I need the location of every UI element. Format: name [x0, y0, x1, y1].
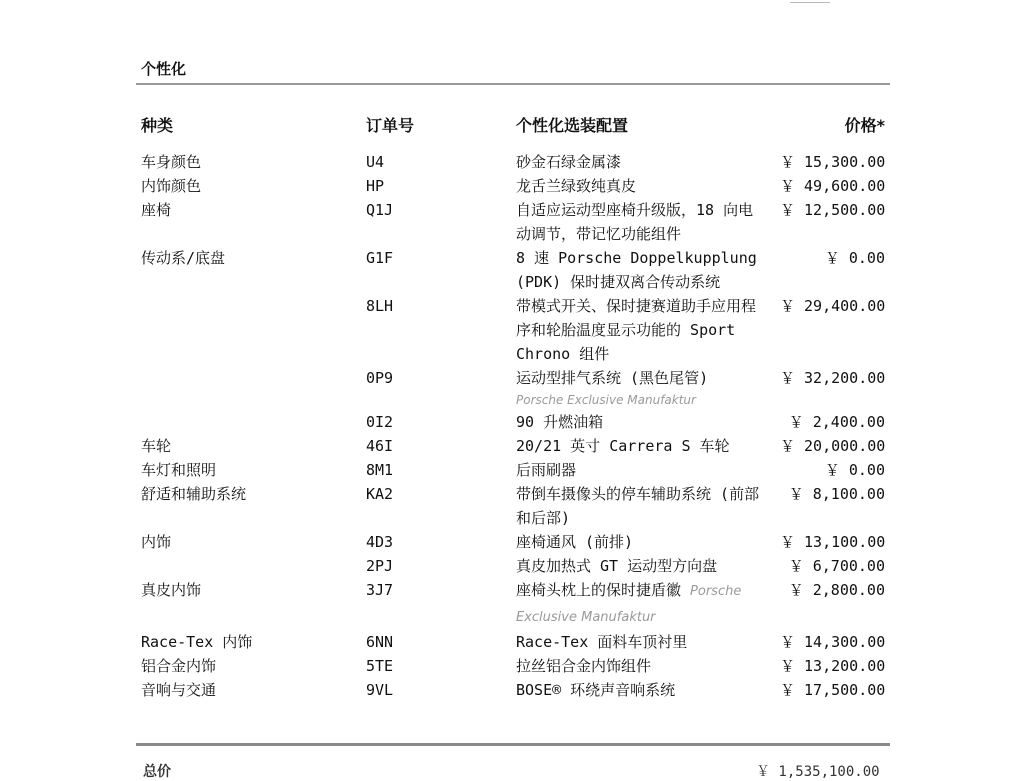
row-description-text: 8 速 Porsche Doppelkupplung (PDK) 保时捷双离合传动系统 — [516, 249, 757, 291]
total-value: ￥ 1,535,100.00 — [756, 764, 880, 780]
row-price: ￥ 32,200.00 — [780, 369, 886, 387]
row-price: ￥ 15,300.00 — [780, 153, 886, 171]
row-description — [516, 530, 768, 554]
row-category: 真皮内饰 — [141, 581, 202, 599]
row-description — [516, 150, 768, 174]
row-order-code: 9VL — [366, 681, 394, 699]
row-price: ￥ 2,400.00 — [788, 413, 885, 431]
previous-page-edge — [790, 0, 830, 3]
row-description — [516, 294, 768, 366]
row-description-text: 砂金石绿金属漆 — [516, 153, 622, 171]
row-price: ￥ 49,600.00 — [780, 177, 886, 195]
row-order-code: G1F — [366, 249, 394, 267]
table-row — [0, 482, 1024, 530]
header-category: 种类 — [141, 116, 174, 135]
row-order-code: 4D3 — [366, 533, 394, 551]
row-description — [516, 482, 768, 530]
table-row — [0, 150, 1024, 174]
table-row — [0, 174, 1024, 198]
row-order-code: 8M1 — [366, 461, 394, 479]
table-row — [0, 678, 1024, 702]
row-description — [516, 678, 768, 702]
row-category: 内饰 — [141, 533, 172, 551]
row-category: Race-Tex 内饰 — [141, 633, 253, 651]
row-price: ￥ 0.00 — [824, 461, 885, 479]
row-category: 车灯和照明 — [141, 461, 217, 479]
row-price: ￥ 29,400.00 — [780, 297, 886, 315]
row-description — [516, 458, 768, 482]
section-divider — [136, 83, 890, 85]
table-row — [0, 554, 1024, 578]
table-row — [0, 366, 1024, 410]
row-description — [516, 434, 768, 458]
table-row — [0, 654, 1024, 678]
row-description — [516, 246, 768, 294]
exclusive-manufaktur-note: Porsche Exclusive Manufaktur — [516, 393, 696, 407]
row-category: 座椅 — [141, 201, 172, 219]
row-description-text: 座椅头枕上的保时捷盾徽 — [516, 581, 682, 599]
row-description-text: 真皮加热式 GT 运动型方向盘 — [516, 557, 718, 575]
row-price: ￥ 6,700.00 — [788, 557, 885, 575]
row-order-code: 2PJ — [366, 557, 394, 575]
table-row — [0, 458, 1024, 482]
row-price: ￥ 12,500.00 — [780, 201, 886, 219]
row-order-code: 0P9 — [366, 369, 394, 387]
options-table — [0, 150, 1024, 702]
row-description-text: 带模式开关、保时捷赛道助手应用程序和轮胎温度显示功能的 Sport Chrono 组件 — [516, 297, 757, 363]
row-description — [516, 630, 768, 654]
row-description-text: 带倒车摄像头的停车辅助系统 (前部和后部) — [516, 485, 760, 527]
row-description-text: BOSE® 环绕声音响系统 — [516, 681, 676, 699]
table-row — [0, 434, 1024, 458]
row-category: 舒适和辅助系统 — [141, 485, 247, 503]
row-description — [516, 578, 768, 630]
row-category: 铝合金内饰 — [141, 657, 217, 675]
row-price: ￥ 8,100.00 — [788, 485, 885, 503]
row-order-code: U4 — [366, 153, 385, 171]
row-description-text: 20/21 英寸 Carrera S 车轮 — [516, 437, 730, 455]
row-description-text: 拉丝铝合金内饰组件 — [516, 657, 652, 675]
row-order-code: 8LH — [366, 297, 394, 315]
row-price: ￥ 14,300.00 — [780, 633, 886, 651]
row-order-code: HP — [366, 177, 385, 195]
row-description — [516, 174, 768, 198]
row-description-text: 运动型排气系统 (黑色尾管) — [516, 369, 709, 387]
row-description-text: 座椅通风 (前排) — [516, 533, 634, 551]
row-category: 音响与交通 — [141, 681, 217, 699]
table-header — [0, 113, 1024, 137]
row-price: ￥ 0.00 — [824, 249, 885, 267]
row-order-code: 5TE — [366, 657, 394, 675]
row-description-text: Race-Tex 面料车顶衬里 — [516, 633, 688, 651]
row-description-text: 后雨刷器 — [516, 461, 577, 479]
table-row — [0, 294, 1024, 366]
table-row — [0, 246, 1024, 294]
row-description-text: 90 升燃油箱 — [516, 413, 604, 431]
row-price: ￥ 13,200.00 — [780, 657, 886, 675]
total-divider — [136, 743, 890, 746]
row-category: 车轮 — [141, 437, 172, 455]
header-option: 个性化选装配置 — [516, 116, 629, 135]
total-label: 总价 — [143, 764, 171, 780]
row-category: 内饰颜色 — [141, 177, 202, 195]
row-description — [516, 366, 768, 410]
row-description — [516, 410, 768, 434]
row-category: 车身颜色 — [141, 153, 202, 171]
row-description — [516, 554, 768, 578]
row-order-code: Q1J — [366, 201, 394, 219]
header-order-no: 订单号 — [366, 116, 415, 135]
header-price: 价格* — [844, 116, 885, 135]
row-order-code: KA2 — [366, 485, 394, 503]
table-row — [0, 578, 1024, 630]
table-row — [0, 530, 1024, 554]
row-description — [516, 654, 768, 678]
row-price: ￥ 2,800.00 — [788, 581, 885, 599]
row-order-code: 6NN — [366, 633, 394, 651]
row-description-text: 龙舌兰绿致纯真皮 — [516, 177, 637, 195]
row-price: ￥ 20,000.00 — [780, 437, 886, 455]
row-price: ￥ 13,100.00 — [780, 533, 886, 551]
table-row — [0, 410, 1024, 434]
row-description-text: 自适应运动型座椅升级版，18 向电动调节，带记忆功能组件 — [516, 201, 754, 243]
row-order-code: 46I — [366, 437, 394, 455]
table-row — [0, 630, 1024, 654]
row-order-code: 0I2 — [366, 413, 394, 431]
row-category: 传动系/底盘 — [141, 249, 226, 267]
table-row — [0, 198, 1024, 246]
row-description — [516, 198, 768, 246]
section-title: 个性化 — [141, 60, 187, 78]
row-order-code: 3J7 — [366, 581, 394, 599]
exclusive-manufaktur-note: Porsche Exclusive Manufaktur — [516, 584, 742, 625]
row-price: ￥ 17,500.00 — [780, 681, 886, 699]
